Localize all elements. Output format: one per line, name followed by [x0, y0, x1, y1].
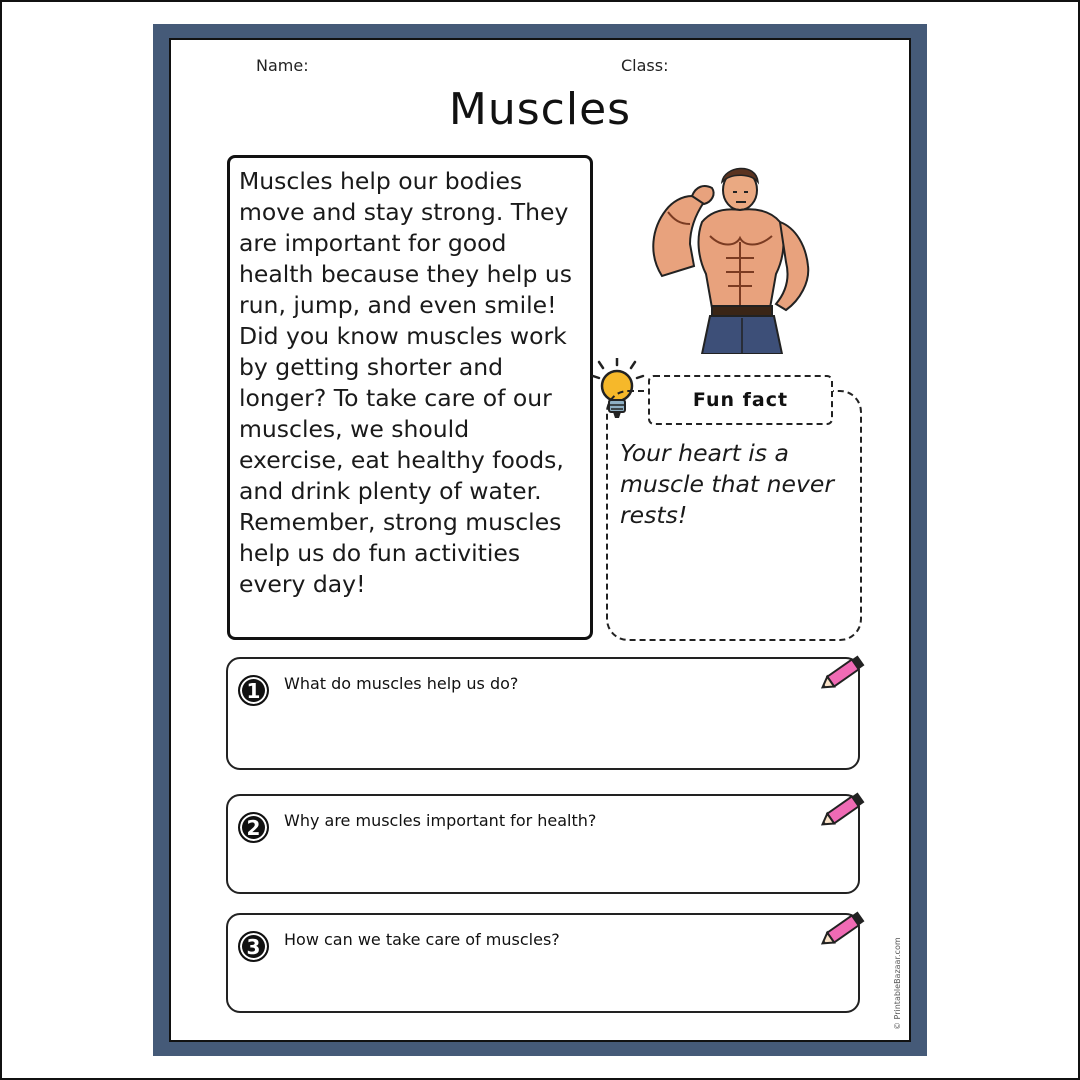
fun-fact-label: Fun fact — [648, 375, 833, 425]
question-text-3: How can we take care of muscles? — [284, 930, 560, 949]
question-number-1: 1 — [238, 675, 269, 706]
fun-fact-text: Your heart is a muscle that never rests! — [620, 439, 834, 529]
pencil-icon — [816, 905, 870, 953]
pencil-icon — [816, 649, 870, 697]
question-number-3: 3 — [238, 931, 269, 962]
question-box-1[interactable] — [226, 657, 860, 770]
reading-passage: Muscles help our bodies move and stay strong. They are important for good health because they help us run, jump, and even smile! Did you know muscles work by getting shorter and longer? To take care of our muscles, we should exercise, eat healthy foods, and drink plenty of water. Remember, strong muscles help us do fun activities every day! — [239, 167, 572, 598]
muscleman-illustration — [640, 158, 840, 354]
reading-passage-box — [227, 155, 593, 640]
question-number-2: 2 — [238, 812, 269, 843]
name-label: Name: — [256, 56, 309, 75]
copyright-credit: © PrintableBazaar.com — [893, 937, 902, 1030]
question-box-2[interactable] — [226, 794, 860, 894]
question-box-3[interactable] — [226, 913, 860, 1013]
fun-fact-box — [606, 390, 862, 641]
class-label: Class: — [621, 56, 669, 75]
pencil-icon — [816, 786, 870, 834]
page-title: Muscles — [448, 84, 632, 135]
question-text-1: What do muscles help us do? — [284, 674, 519, 693]
question-text-2: Why are muscles important for health? — [284, 811, 597, 830]
